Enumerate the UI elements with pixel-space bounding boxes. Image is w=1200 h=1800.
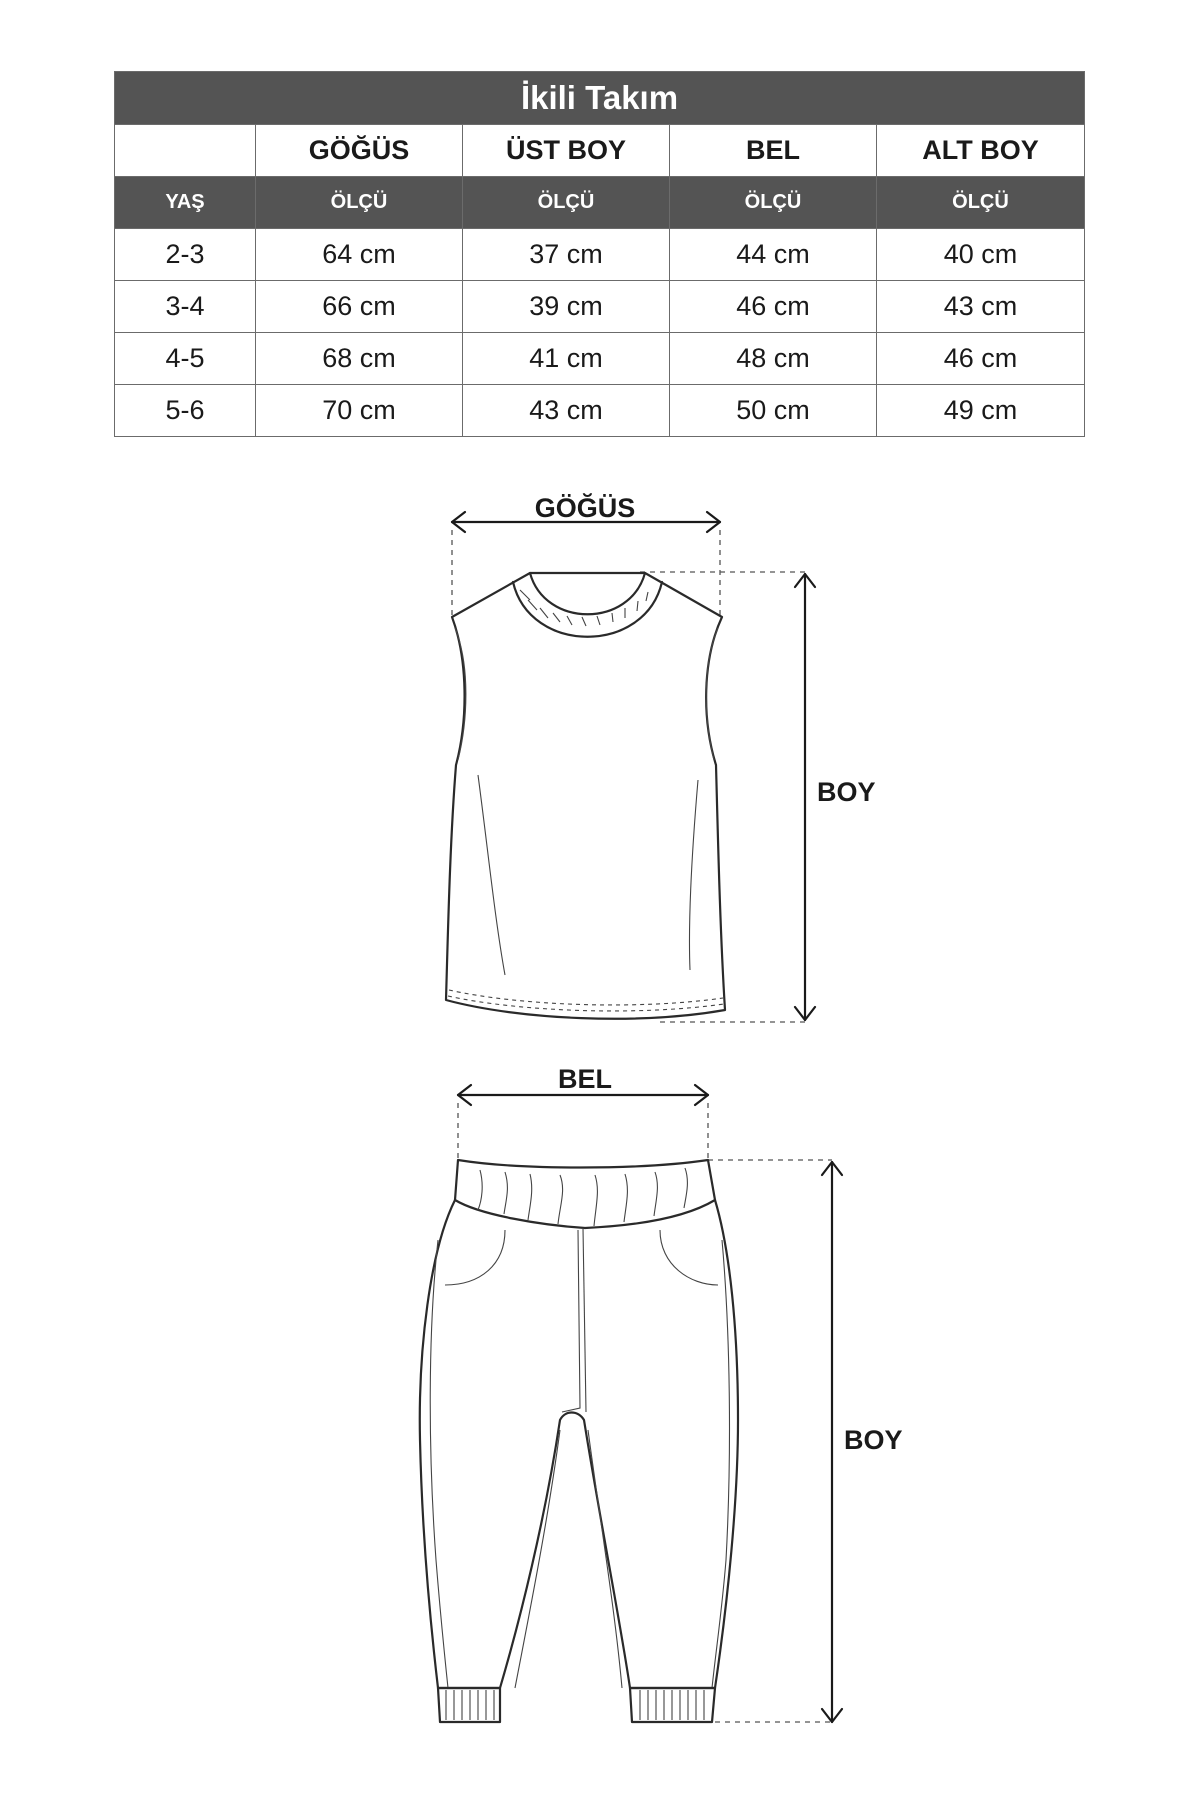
waist-cell: 44 cm: [670, 229, 877, 281]
bottom-length-arrow: [822, 1162, 842, 1722]
top-length-cell: 37 cm: [463, 229, 670, 281]
subheader-olcu: ÖLÇÜ: [463, 177, 670, 229]
waist-cell: 48 cm: [670, 333, 877, 385]
subheader-olcu: ÖLÇÜ: [256, 177, 463, 229]
top-diagram: [446, 492, 876, 1022]
chest-cell: 68 cm: [256, 333, 463, 385]
age-cell: 4-5: [115, 333, 256, 385]
age-cell: 3-4: [115, 281, 256, 333]
chest-measure-label: GÖĞÜS: [534, 493, 636, 523]
chest-cell: 66 cm: [256, 281, 463, 333]
bottom-diagram: [420, 1064, 903, 1722]
subheader-olcu: ÖLÇÜ: [877, 177, 1085, 229]
jogger-pants-icon: [420, 1160, 738, 1722]
top-length-cell: 43 cm: [463, 385, 670, 437]
age-cell: 5-6: [115, 385, 256, 437]
column-header-bel: BEL: [670, 125, 877, 177]
column-header-alt-boy: ALT BOY: [877, 125, 1085, 177]
waist-cell: 50 cm: [670, 385, 877, 437]
chest-cell: 70 cm: [256, 385, 463, 437]
bottom-length-label: BOY: [844, 1425, 903, 1455]
bottom-length-cell: 43 cm: [877, 281, 1085, 333]
subheader-olcu: ÖLÇÜ: [670, 177, 877, 229]
sleeveless-top-icon: [446, 573, 725, 1019]
bottom-length-cell: 46 cm: [877, 333, 1085, 385]
age-cell: 2-3: [115, 229, 256, 281]
top-length-cell: 41 cm: [463, 333, 670, 385]
top-length-arrow: [795, 574, 815, 1020]
chest-cell: 64 cm: [256, 229, 463, 281]
table-title: İkili Takım: [115, 72, 1085, 125]
bottom-length-cell: 49 cm: [877, 385, 1085, 437]
waist-cell: 46 cm: [670, 281, 877, 333]
waist-measure-label: BEL: [558, 1064, 612, 1094]
top-length-cell: 39 cm: [463, 281, 670, 333]
subheader-yas: YAŞ: [115, 177, 256, 229]
bottom-length-cell: 40 cm: [877, 229, 1085, 281]
top-length-label: BOY: [817, 777, 876, 807]
column-header-gogus: GÖĞÜS: [256, 125, 463, 177]
column-header-ust-boy: ÜST BOY: [463, 125, 670, 177]
